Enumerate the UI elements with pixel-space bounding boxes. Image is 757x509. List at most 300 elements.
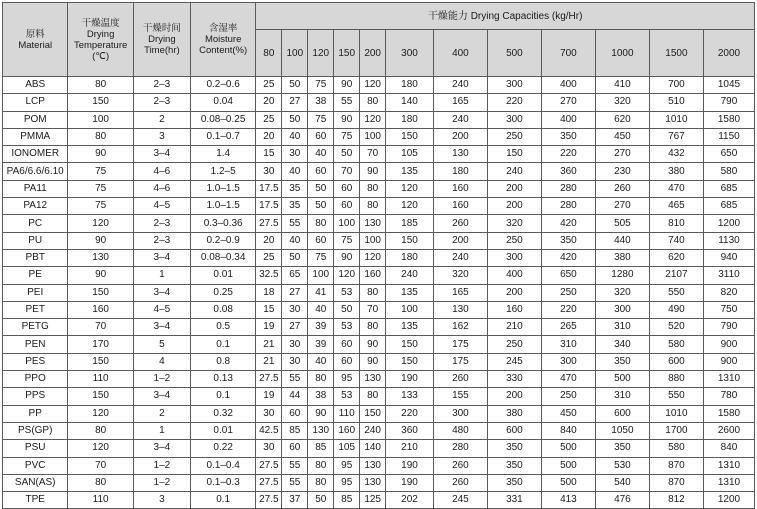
table-cell: 380 [649, 163, 703, 180]
table-cell: 155 [433, 388, 487, 405]
table-cell: 240 [433, 77, 487, 94]
table-cell: 360 [386, 422, 434, 439]
table-cell: 3–4 [133, 388, 190, 405]
table-cell: 190 [386, 474, 434, 491]
table-cell: 530 [595, 457, 649, 474]
table-cell: 3–4 [133, 249, 190, 266]
table-cell: 53 [334, 284, 360, 301]
table-cell: 90 [68, 146, 133, 163]
table-cell: 30 [256, 440, 282, 457]
material-cell: ABS [3, 77, 68, 94]
table-cell: 40 [308, 353, 334, 370]
table-cell: 120 [68, 440, 133, 457]
table-cell: 350 [595, 440, 649, 457]
table-cell: 20 [256, 232, 282, 249]
table-cell: 0.1 [190, 492, 255, 509]
table-cell: 3–4 [133, 319, 190, 336]
table-cell: 90 [68, 232, 133, 249]
table-cell: 85 [282, 422, 308, 439]
table-cell: 95 [334, 371, 360, 388]
table-cell: 270 [595, 198, 649, 215]
table-cell: 40 [282, 163, 308, 180]
table-cell: 245 [433, 492, 487, 509]
table-row [3, 232, 755, 249]
table-cell: 900 [703, 336, 754, 353]
table-cell: 1010 [649, 405, 703, 422]
table-cell: 1700 [649, 422, 703, 439]
table-cell: 17.5 [256, 180, 282, 197]
table-cell: 2–3 [133, 77, 190, 94]
table-cell: 75 [334, 128, 360, 145]
table-cell: 130 [360, 215, 386, 232]
table-cell: 50 [308, 492, 334, 509]
material-cell: PET [3, 301, 68, 318]
table-cell: 200 [487, 388, 541, 405]
table-cell: 4–6 [133, 163, 190, 180]
table-cell: 440 [595, 232, 649, 249]
material-cell: PP [3, 405, 68, 422]
table-cell: 53 [334, 319, 360, 336]
table-cell: 90 [68, 267, 133, 284]
table-cell: 0.08–0.25 [190, 111, 255, 128]
table-cell: 3–4 [133, 146, 190, 163]
capacity-header-1500: 1500 [649, 30, 703, 77]
material-cell: PS(GP) [3, 422, 68, 439]
table-cell: 120 [360, 249, 386, 266]
table-cell: 80 [68, 77, 133, 94]
table-cell: 27.5 [256, 215, 282, 232]
table-cell: 260 [595, 180, 649, 197]
table-cell: 4–6 [133, 180, 190, 197]
table-cell: 120 [360, 111, 386, 128]
table-cell: 310 [595, 319, 649, 336]
table-cell: 250 [487, 336, 541, 353]
table-cell: 140 [360, 440, 386, 457]
table-cell: 30 [282, 301, 308, 318]
table-cell: 360 [541, 163, 595, 180]
table-cell: 210 [386, 440, 434, 457]
table-cell: 500 [595, 371, 649, 388]
table-cell: 0.5 [190, 319, 255, 336]
table-cell: 470 [649, 180, 703, 197]
table-cell: 0.2–0.6 [190, 77, 255, 94]
table-cell: 900 [703, 353, 754, 370]
table-cell: 38 [308, 94, 334, 111]
table-cell: 95 [334, 457, 360, 474]
table-cell: 50 [282, 249, 308, 266]
table-cell: 18 [256, 284, 282, 301]
material-cell: PU [3, 232, 68, 249]
header-material [3, 3, 68, 77]
table-cell: 1–2 [133, 474, 190, 491]
table-cell: 160 [360, 267, 386, 284]
table-cell: 80 [68, 128, 133, 145]
table-cell: 130 [360, 371, 386, 388]
table-cell: 476 [595, 492, 649, 509]
table-cell: 200 [487, 284, 541, 301]
table-cell: 220 [541, 146, 595, 163]
table-cell: 1310 [703, 474, 754, 491]
table-cell: 100 [360, 232, 386, 249]
material-cell: PSU [3, 440, 68, 457]
table-cell: 0.25 [190, 284, 255, 301]
table-cell: 2–3 [133, 215, 190, 232]
table-cell: 350 [487, 440, 541, 457]
table-cell: 75 [68, 198, 133, 215]
table-cell: 580 [649, 440, 703, 457]
table-cell: 27.5 [256, 457, 282, 474]
table-cell: 90 [360, 163, 386, 180]
table-cell: 1200 [703, 215, 754, 232]
table-cell: 0.01 [190, 422, 255, 439]
table-cell: 200 [433, 128, 487, 145]
material-cell: PEN [3, 336, 68, 353]
table-cell: 280 [541, 180, 595, 197]
header-temp-en2: Temperature [73, 39, 128, 51]
table-cell: 70 [334, 163, 360, 180]
table-cell: 500 [541, 457, 595, 474]
header-moisture-content [190, 3, 255, 77]
table-cell: 1045 [703, 77, 754, 94]
table-cell: 120 [68, 405, 133, 422]
table-cell: 450 [595, 128, 649, 145]
table-cell: 1580 [703, 405, 754, 422]
table-cell: 250 [487, 128, 541, 145]
table-cell: 0.1–0.4 [190, 457, 255, 474]
table-cell: 40 [308, 146, 334, 163]
header-material-en: Material [18, 39, 53, 51]
table-cell: 75 [334, 232, 360, 249]
table-cell: 0.2–0.9 [190, 232, 255, 249]
table-cell: 265 [541, 319, 595, 336]
table-row [3, 353, 755, 370]
table-cell: 432 [649, 146, 703, 163]
material-cell: PETG [3, 319, 68, 336]
table-body [3, 77, 755, 509]
table-row [3, 319, 755, 336]
table-cell: 500 [541, 474, 595, 491]
table-cell: 0.08–0.34 [190, 249, 255, 266]
table-cell: 35 [282, 180, 308, 197]
table-cell: 65 [282, 267, 308, 284]
table-cell: 270 [541, 94, 595, 111]
capacity-header-300: 300 [386, 30, 434, 77]
table-cell: 40 [282, 232, 308, 249]
table-cell: 50 [308, 180, 334, 197]
table-cell: 350 [487, 474, 541, 491]
table-cell: 140 [386, 94, 434, 111]
capacity-header-100: 100 [282, 30, 308, 77]
table-cell: 220 [386, 405, 434, 422]
table-row [3, 301, 755, 318]
table-cell: 350 [595, 353, 649, 370]
table-cell: 1–2 [133, 457, 190, 474]
table-cell: 280 [541, 198, 595, 215]
material-cell: LCP [3, 94, 68, 111]
table-cell: 300 [487, 111, 541, 128]
table-cell: 180 [433, 163, 487, 180]
table-cell: 200 [487, 180, 541, 197]
table-cell: 500 [541, 440, 595, 457]
table-cell: 90 [334, 77, 360, 94]
table-cell: 331 [487, 492, 541, 509]
table-cell: 165 [433, 94, 487, 111]
table-cell: 580 [649, 336, 703, 353]
table-cell: 60 [334, 180, 360, 197]
header-moist-en1: Moisture [204, 34, 242, 45]
table-row [3, 163, 755, 180]
table-cell: 320 [487, 215, 541, 232]
table-cell: 100 [308, 267, 334, 284]
table-cell: 880 [649, 371, 703, 388]
capacity-header-400: 400 [433, 30, 487, 77]
table-cell: 210 [487, 319, 541, 336]
table-cell: 75 [308, 249, 334, 266]
table-cell: 202 [386, 492, 434, 509]
table-cell: 505 [595, 215, 649, 232]
table-cell: 25 [256, 77, 282, 94]
table-row [3, 146, 755, 163]
table-cell: 310 [541, 336, 595, 353]
table-cell: 60 [334, 353, 360, 370]
table-row [3, 180, 755, 197]
header-drying-capacities: 干燥能力 Drying Capacities (kg/Hr) [256, 3, 755, 30]
table-cell: 820 [703, 284, 754, 301]
table-cell: 790 [703, 319, 754, 336]
table-cell: 70 [360, 301, 386, 318]
table-cell: 2107 [649, 267, 703, 284]
header-moist-cn: 含湿率 [208, 23, 238, 34]
table-cell: 1.4 [190, 146, 255, 163]
table-cell: 600 [595, 405, 649, 422]
table-row [3, 94, 755, 111]
table-cell: 80 [360, 180, 386, 197]
table-row [3, 128, 755, 145]
table-cell: 80 [360, 198, 386, 215]
capacity-header-200: 200 [360, 30, 386, 77]
material-cell: PA11 [3, 180, 68, 197]
table-cell: 550 [649, 284, 703, 301]
table-cell: 600 [649, 353, 703, 370]
table-cell: 95 [334, 474, 360, 491]
table-cell: 185 [386, 215, 434, 232]
table-cell: 133 [386, 388, 434, 405]
table-cell: 27 [282, 284, 308, 301]
table-cell: 245 [487, 353, 541, 370]
table-cell: 0.04 [190, 94, 255, 111]
table-cell: 4–5 [133, 301, 190, 318]
table-cell: 60 [282, 405, 308, 422]
table-cell: 0.13 [190, 371, 255, 388]
table-cell: 350 [541, 232, 595, 249]
material-cell: PES [3, 353, 68, 370]
table-cell: 30 [256, 405, 282, 422]
table-row [3, 457, 755, 474]
table-cell: 55 [334, 94, 360, 111]
table-cell: 100 [334, 215, 360, 232]
table-cell: 250 [541, 284, 595, 301]
table-cell: 750 [703, 301, 754, 318]
table-cell: 150 [386, 336, 434, 353]
table-cell: 85 [308, 440, 334, 457]
table-row [3, 405, 755, 422]
table-row [3, 215, 755, 232]
table-cell: 780 [703, 388, 754, 405]
table-cell: 30 [256, 163, 282, 180]
table-cell: 135 [386, 319, 434, 336]
material-cell: PBT [3, 249, 68, 266]
table-cell: 39 [308, 336, 334, 353]
table-cell: 1310 [703, 457, 754, 474]
table-cell: 21 [256, 353, 282, 370]
table-cell: 55 [282, 371, 308, 388]
table-cell: 130 [433, 146, 487, 163]
table-cell: 90 [360, 353, 386, 370]
table-cell: 120 [334, 267, 360, 284]
table-cell: 840 [703, 440, 754, 457]
table-cell: 27.5 [256, 371, 282, 388]
table-cell: 130 [360, 474, 386, 491]
table-cell: 220 [487, 94, 541, 111]
table-cell: 320 [595, 94, 649, 111]
table-cell: 465 [649, 198, 703, 215]
table-cell: 25 [256, 111, 282, 128]
header-temp-en1: Drying [86, 28, 115, 40]
table-cell: 0.1–0.7 [190, 128, 255, 145]
table-cell: 180 [386, 77, 434, 94]
table-cell: 380 [487, 405, 541, 422]
table-cell: 0.3–0.36 [190, 215, 255, 232]
table-cell: 300 [541, 353, 595, 370]
table-row [3, 336, 755, 353]
table-cell: 90 [334, 111, 360, 128]
table-cell: 90 [360, 336, 386, 353]
drying-capacity-table [2, 2, 755, 509]
table-cell: 44 [282, 388, 308, 405]
table-cell: 41 [308, 284, 334, 301]
table-cell: 790 [703, 94, 754, 111]
table-cell: 50 [282, 77, 308, 94]
table-cell: 162 [433, 319, 487, 336]
table-cell: 70 [68, 319, 133, 336]
table-cell: 3–4 [133, 284, 190, 301]
table-cell: 410 [595, 77, 649, 94]
table-cell: 840 [541, 422, 595, 439]
table-cell: 280 [433, 440, 487, 457]
table-cell: 75 [68, 163, 133, 180]
table-cell: 150 [68, 284, 133, 301]
table-cell: 2600 [703, 422, 754, 439]
table-cell: 50 [334, 301, 360, 318]
table-cell: 480 [433, 422, 487, 439]
header-moist-en2: Content(%) [199, 45, 248, 56]
header-temp-en3: (℃) [92, 50, 110, 62]
table-cell: 40 [282, 128, 308, 145]
table-cell: 70 [68, 457, 133, 474]
table-cell: 870 [649, 457, 703, 474]
table-cell: 220 [541, 301, 595, 318]
table-row [3, 284, 755, 301]
table-cell: 150 [68, 353, 133, 370]
table-cell: 55 [282, 474, 308, 491]
table-row [3, 198, 755, 215]
table-cell: 80 [360, 94, 386, 111]
table-cell: 330 [487, 371, 541, 388]
table-row [3, 440, 755, 457]
capacity-header-150: 150 [334, 30, 360, 77]
table-cell: 70 [360, 146, 386, 163]
table-cell: 35 [282, 198, 308, 215]
table-cell: 110 [68, 371, 133, 388]
table-cell: 240 [386, 267, 434, 284]
table-cell: 450 [541, 405, 595, 422]
table-cell: 420 [541, 249, 595, 266]
header-drying-time [133, 3, 190, 77]
material-cell: PC [3, 215, 68, 232]
table-cell: 150 [386, 128, 434, 145]
table-cell: 685 [703, 180, 754, 197]
table-cell: 420 [541, 215, 595, 232]
table-cell: 200 [433, 232, 487, 249]
table-cell: 300 [433, 405, 487, 422]
table-cell: 60 [308, 128, 334, 145]
table-cell: 165 [433, 284, 487, 301]
table-cell: 3 [133, 128, 190, 145]
table-cell: 80 [68, 422, 133, 439]
table-cell: 180 [386, 111, 434, 128]
header-drying-temperature [68, 3, 133, 77]
material-cell: POM [3, 111, 68, 128]
table-cell: 30 [282, 146, 308, 163]
table-cell: 80 [360, 388, 386, 405]
table-cell: 150 [68, 94, 133, 111]
table-cell: 1.0–1.5 [190, 198, 255, 215]
table-cell: 250 [541, 388, 595, 405]
table-cell: 5 [133, 336, 190, 353]
table-cell: 160 [68, 301, 133, 318]
table-cell: 240 [433, 111, 487, 128]
table-cell: 4 [133, 353, 190, 370]
table-cell: 0.22 [190, 440, 255, 457]
material-cell: PA6/6.6/6.10 [3, 163, 68, 180]
table-cell: 1010 [649, 111, 703, 128]
material-cell: PMMA [3, 128, 68, 145]
table-cell: 250 [487, 232, 541, 249]
header-temp-cn: 干燥温度 [81, 17, 120, 29]
table-cell: 42.5 [256, 422, 282, 439]
table-cell: 0.1–0.3 [190, 474, 255, 491]
table-cell: 75 [68, 180, 133, 197]
table-cell: 490 [649, 301, 703, 318]
material-cell: PPO [3, 371, 68, 388]
table-row [3, 111, 755, 128]
table-cell: 1.2–5 [190, 163, 255, 180]
table-cell: 260 [433, 457, 487, 474]
capacity-header-120: 120 [308, 30, 334, 77]
table-cell: 37 [282, 492, 308, 509]
table-cell: 1–2 [133, 371, 190, 388]
capacity-header-2000: 2000 [703, 30, 754, 77]
table-cell: 300 [595, 301, 649, 318]
table-cell: 38 [308, 388, 334, 405]
table-cell: 27 [282, 319, 308, 336]
table-cell: 20 [256, 128, 282, 145]
material-cell: PEI [3, 284, 68, 301]
table-cell: 0.01 [190, 267, 255, 284]
table-cell: 320 [433, 267, 487, 284]
table-cell: 30 [282, 336, 308, 353]
table-cell: 230 [595, 163, 649, 180]
